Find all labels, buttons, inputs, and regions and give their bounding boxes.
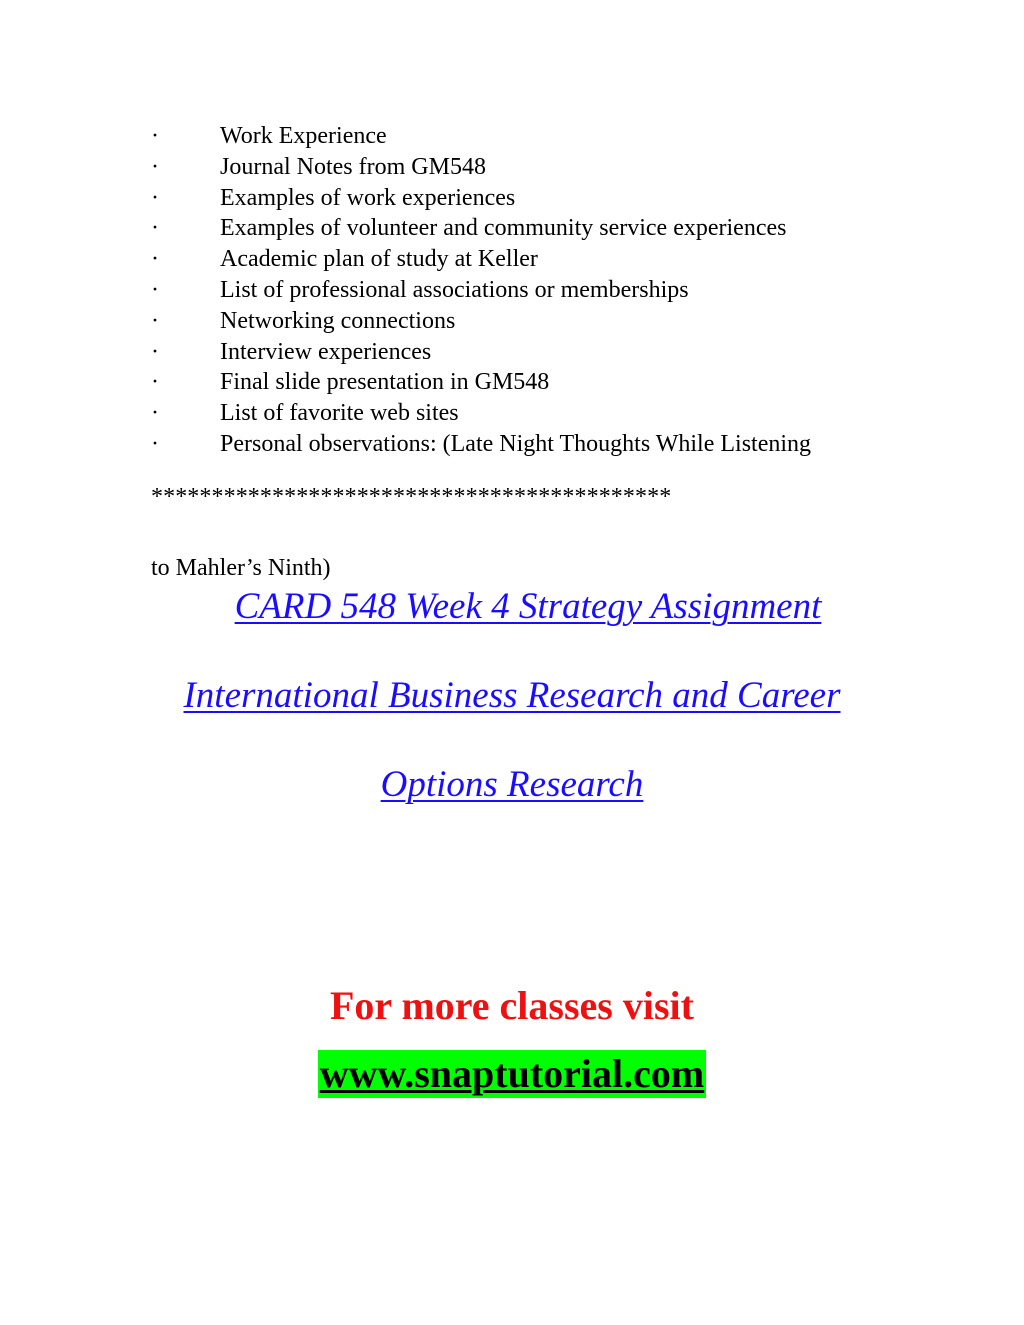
continuation-text: to Mahler’s Ninth): [151, 555, 331, 581]
separator-line: *******************************************: [151, 484, 672, 510]
list-item-text: Networking connections: [220, 307, 456, 334]
title-link-card-548[interactable]: CARD 548 Week 4 Strategy Assignment: [234, 586, 822, 627]
list-item-text: List of professional associations or memberships: [220, 276, 689, 303]
list-item-text: Interview experiences: [220, 338, 432, 365]
bullet-icon: ·: [151, 307, 159, 334]
site-link-container: [0, 1050, 1024, 1098]
bullet-icon: ·: [151, 338, 159, 365]
title-link-international-business[interactable]: International Business Research and Career: [183, 675, 841, 716]
list-item-text: Academic plan of study at Keller: [220, 246, 538, 273]
list-item-text: Personal observations: (Late Night Thoughts While Listening: [220, 430, 812, 457]
list-item-text: Work Experience: [220, 123, 387, 149]
bullet-icon: ·: [151, 430, 159, 457]
bullet-icon: ·: [151, 184, 159, 211]
bullet-icon: ·: [151, 400, 159, 427]
list-item-text: Examples of volunteer and community service experiences: [220, 215, 787, 242]
bullet-icon: ·: [151, 369, 159, 396]
list-item-text: Examples of work experiences: [220, 184, 516, 211]
bullet-icon: ·: [151, 276, 159, 303]
list-item-text: List of favorite web sites: [220, 400, 459, 427]
list-item-text: Final slide presentation in GM548: [220, 369, 550, 396]
title-link-options-research[interactable]: Options Research: [380, 764, 644, 805]
bullet-icon: ·: [151, 246, 159, 273]
promo-heading: For more classes visit: [329, 983, 694, 1028]
bullet-icon: ·: [151, 215, 159, 242]
list-item-text: Journal Notes from GM548: [220, 153, 486, 180]
bullet-icon: ·: [151, 153, 159, 180]
bullet-icon: ·: [151, 123, 159, 149]
site-url-link[interactable]: www.snaptutorial.com: [319, 1051, 705, 1096]
